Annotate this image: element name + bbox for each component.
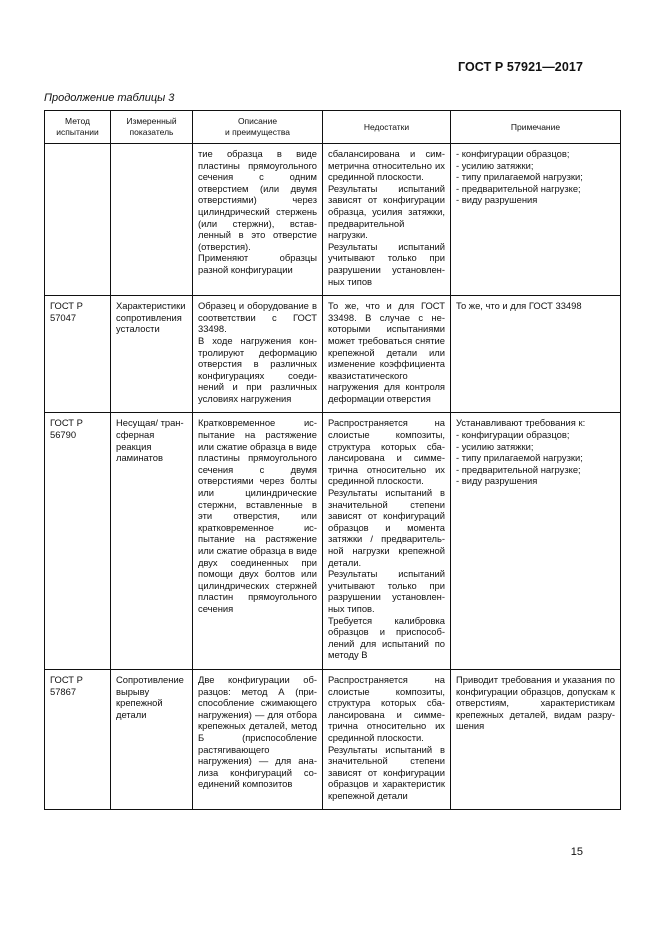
cell-measure: Характеристики сопротивления усталости	[111, 296, 193, 413]
drawbacks-paragraph: сбалансирована и симметрична относительно их срединной плоскости.	[328, 148, 445, 183]
notes-line: - типу прилагаемой нагрузки;	[456, 171, 583, 183]
notes-line: Приводит требования и указания по конфигурации образцов, допускам к отверстиям, характеристикам крепежных деталей, видам разрушения	[456, 673, 615, 732]
cell-notes	[451, 413, 621, 669]
description-paragraph: Кратковременное испытание на растяжение или сжатие образца в виде пластины прямоугольного сечения с двумя отверстиями через болты или цилиндрические стержни, вставленные в эти отверстия, или кратковременное испытание на растяжение или сжатие образца в виде двух соединенных при помощи двух болтов или цилиндрических стержней пластин прямоугольного сечения	[198, 417, 317, 614]
col-header-description: Описание и преимущества	[193, 111, 323, 144]
cell-description	[193, 296, 323, 413]
drawbacks-paragraph: То же, что и для ГОСТ 33498. В случае с некоторыми испытаниями может требоваться снятие крепежной детали или изменение коэффициента квазистатического нагружения для контроля деформации отверстия	[328, 300, 445, 404]
drawbacks-paragraph: Результаты испытаний учитывают только при разрушении установленных типов.	[328, 568, 445, 614]
cell-method	[45, 144, 111, 296]
drawbacks-paragraph: Распространяется на слоистые композиты, структура которых сбалансирована и симметрична относительно их срединной плоскости.	[328, 673, 445, 743]
cell-method: ГОСТ Р 57047	[45, 296, 111, 413]
table-row	[45, 413, 621, 669]
cell-notes	[451, 296, 621, 413]
table-row	[45, 669, 621, 810]
cell-notes	[451, 669, 621, 810]
table-row	[45, 144, 621, 296]
drawbacks-paragraph: Результаты испытаний учитывают только при разрушении установленных типов	[328, 240, 445, 287]
cell-description	[193, 413, 323, 669]
table-header-row	[45, 111, 621, 144]
description-paragraph: Две конфигурации образцов: метод А (приспособление сжимающего нагружения) — для отбора крепежных деталей, метод Б (приспособление растягивающего нагружения) — для анализа конфигураций соединений композитов	[198, 673, 317, 790]
cell-measure: Сопротивление вырыву крепежной детали	[111, 669, 193, 810]
cell-drawbacks	[323, 144, 451, 296]
notes-line: - усилию затяжки;	[456, 440, 534, 452]
table-row	[45, 296, 621, 413]
notes-line: - типу прилагаемой нагрузки;	[456, 452, 583, 464]
standards-table	[44, 110, 621, 810]
cell-measure	[111, 144, 193, 296]
cell-notes	[451, 144, 621, 296]
col-header-measure: Измеренный показатель	[111, 111, 193, 144]
cell-measure: Несущая/ трансферная реакция ламинатов	[111, 413, 193, 669]
description-paragraph: Образец и оборудование в соответствии с ГОСТ 33498.	[198, 300, 317, 335]
col-header-method: Метод испытании	[45, 111, 111, 144]
notes-line: - конфигурации образцов;	[456, 429, 570, 441]
cell-drawbacks	[323, 296, 451, 413]
notes-line: - усилию затяжки;	[456, 159, 534, 171]
description-paragraph: Применяют образцы разной конфигурации	[198, 252, 317, 275]
drawbacks-paragraph: Требуется калибровка образцов и приспособлений для испытаний по методу В	[328, 614, 445, 661]
standard-header: ГОСТ Р 57921—2017	[457, 60, 583, 74]
table-caption: Продолжение таблицы 3	[44, 92, 175, 104]
notes-line: Устанавливают требования к:	[456, 417, 586, 429]
notes-line: - виду разрушения	[456, 475, 538, 487]
notes-line: - виду разрушения	[456, 194, 538, 206]
description-paragraph: тие образца в виде пластины прямоугольного сечения с одним отверстием (или двумя отверстиями) через цилиндрический стержень (или стержни), вставленный в это отверстие (отверстия).	[198, 148, 317, 252]
cell-drawbacks	[323, 413, 451, 669]
drawbacks-paragraph: Результаты испытаний зависят от конфигурации образца, усилия затяжки, предварительной нагрузки.	[328, 182, 445, 241]
cell-description	[193, 144, 323, 296]
cell-method: ГОСТ Р 57867	[45, 669, 111, 810]
description-paragraph: В ходе нагружения контролируют деформацию отверстия в различных конфигурациях соединений и при различных условиях нагружения	[198, 334, 317, 404]
drawbacks-paragraph: Распространяется на слоистые композиты, структура которых сбалансирована и симметрична относительно их срединной плоскости.	[328, 417, 445, 487]
cell-drawbacks	[323, 669, 451, 810]
drawbacks-paragraph: Результаты испытаний в значительной степени зависят от конфигураций образцов и момента затяжки / предварительной нагрузки крепежной детали.	[328, 487, 445, 568]
drawbacks-paragraph: Результаты испытаний в значительной степени зависят от конфигурации образцов и характеристик крепежной детали	[328, 743, 445, 801]
notes-line: То же, что и для ГОСТ 33498	[456, 300, 582, 312]
notes-line: - предварительной нагрузке;	[456, 463, 581, 475]
page-number: 15	[570, 846, 583, 858]
cell-description	[193, 669, 323, 810]
cell-method: ГОСТ Р 56790	[45, 413, 111, 669]
col-header-notes: Примечание	[451, 111, 621, 144]
notes-line: - предварительной нагрузке;	[456, 182, 581, 194]
col-header-drawbacks: Недостатки	[323, 111, 451, 144]
notes-line: - конфигурации образцов;	[456, 148, 570, 159]
